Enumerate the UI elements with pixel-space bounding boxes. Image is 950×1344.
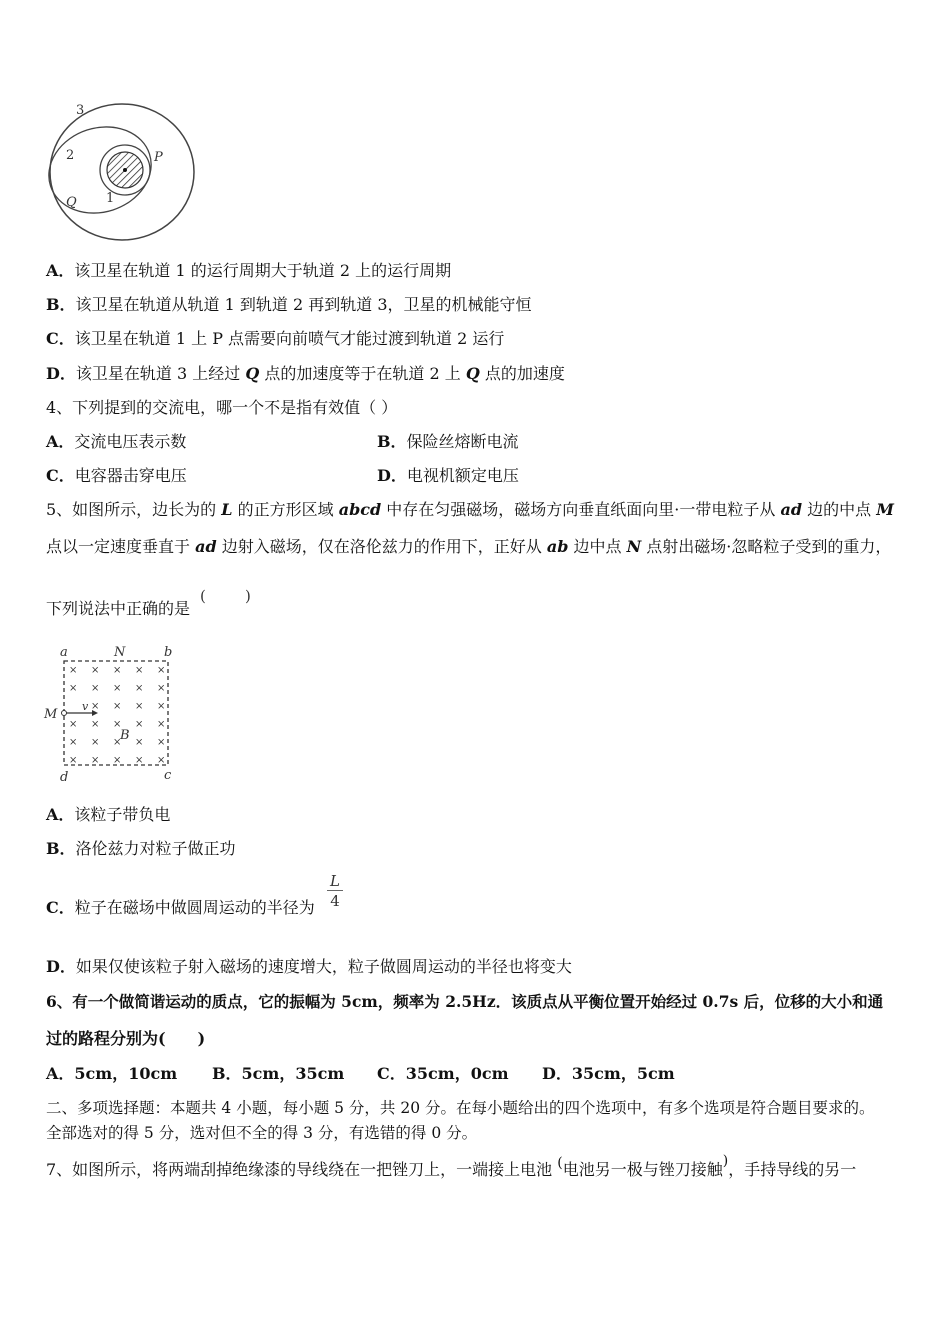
section2-heading-line1: 二、多项选择题：本题共 4 小题，每小题 5 分，共 20 分。在每小题给出的四个选项中，有多个选项是符合题目要求的。 bbox=[46, 1099, 875, 1117]
field-x-marker: × bbox=[135, 755, 144, 766]
q6-stem-line2: 过的路程分别为( ) bbox=[46, 1029, 206, 1048]
field-x-marker: × bbox=[91, 737, 100, 748]
q3-option-d: D．该卫星在轨道 3 上经过 Q 点的加速度等于在轨道 2 上 Q 点的加速度 bbox=[46, 364, 565, 383]
magnetic-field-figure bbox=[42, 643, 182, 789]
q4-stem: 4、下列提到的交流电，哪一个不是指有效值（ ） bbox=[46, 398, 398, 417]
label-v: v bbox=[82, 700, 89, 713]
field-x-marker: × bbox=[157, 737, 166, 748]
field-x-marker: × bbox=[157, 719, 166, 730]
field-x-marker: × bbox=[113, 755, 122, 766]
field-x-marker: × bbox=[91, 683, 100, 694]
q4-option-b: B．保险丝熔断电流 bbox=[377, 432, 519, 451]
fraction-numerator: L bbox=[330, 872, 340, 890]
q6-option-d: D．35cm，5cm bbox=[542, 1064, 675, 1083]
field-x-marker: × bbox=[91, 719, 100, 730]
label-1: 1 bbox=[106, 191, 115, 206]
q5-stem-line1: 5、如图所示，边长为的 L 的正方形区域 abcd 中存在匀强磁场，磁场方向垂直纸面向里·一带电粒子从 ad 边的中点 M bbox=[46, 500, 894, 519]
label-d: d bbox=[60, 770, 69, 785]
field-x-marker: × bbox=[113, 665, 122, 676]
q5-stem-line3: 下列说法中正确的是 bbox=[46, 599, 191, 618]
field-x-marker: × bbox=[113, 683, 122, 694]
field-x-marker: × bbox=[157, 755, 166, 766]
field-x-marker: × bbox=[69, 665, 78, 676]
field-x-marker: × bbox=[157, 683, 166, 694]
label-b: b bbox=[164, 645, 173, 660]
field-x-marker: × bbox=[135, 719, 144, 730]
q6-option-c: C．35cm，0cm bbox=[377, 1064, 509, 1083]
field-x-marker: × bbox=[69, 719, 78, 730]
field-x-marker: × bbox=[135, 683, 144, 694]
label-2: 2 bbox=[66, 148, 75, 163]
field-x-marker: × bbox=[113, 701, 122, 712]
q5-option-a: A．该粒子带负电 bbox=[46, 805, 171, 824]
label-3: 3 bbox=[76, 103, 85, 118]
fraction-denominator: 4 bbox=[330, 892, 340, 910]
q5-stem-line2: 点以一定速度垂直于 ad 边射入磁场，仅在洛伦兹力的作用下，正好从 ab 边中点 N 点射出磁场·忽略粒子受到的重力， bbox=[46, 537, 892, 556]
label-field-b: B bbox=[120, 728, 130, 743]
q4-option-a: A．交流电压表示数 bbox=[46, 432, 187, 451]
label-p: P bbox=[154, 150, 163, 165]
orbit-figure bbox=[46, 100, 198, 245]
field-markers bbox=[69, 665, 165, 766]
field-x-marker: × bbox=[157, 665, 166, 676]
q7-paren-open: ( bbox=[557, 1155, 563, 1171]
q5-option-c: C．粒子在磁场中做圆周运动的半径为 bbox=[46, 898, 315, 917]
q3-option-c: C．该卫星在轨道 1 上 P 点需要向前喷气才能过渡到轨道 2 运行 bbox=[46, 329, 505, 348]
field-x-marker: × bbox=[91, 755, 100, 766]
q3-option-a: A．该卫星在轨道 1 的运行周期大于轨道 2 上的运行周期 bbox=[46, 261, 452, 280]
field-x-marker: × bbox=[113, 737, 122, 748]
q4-option-c: C．电容器击穿电压 bbox=[46, 466, 187, 485]
field-x-marker: × bbox=[91, 665, 100, 676]
field-x-marker: × bbox=[157, 701, 166, 712]
q3-option-b: B．该卫星在轨道从轨道 1 到轨道 2 再到轨道 3，卫星的机械能守恒 bbox=[46, 295, 532, 314]
field-x-marker: × bbox=[113, 719, 122, 730]
orbit-2 bbox=[46, 114, 162, 226]
field-x-marker: × bbox=[135, 665, 144, 676]
radius-fraction bbox=[327, 872, 343, 911]
q5-option-d: D．如果仅使该粒子射入磁场的速度增大，粒子做圆周运动的半径也将变大 bbox=[46, 957, 572, 976]
q6-option-a: A．5cm，10cm bbox=[46, 1064, 178, 1083]
label-c: c bbox=[164, 768, 172, 783]
field-x-marker: × bbox=[135, 701, 144, 712]
q6-stem-line1: 6、有一个做简谐运动的质点，它的振幅为 5cm，频率为 2.5Hz．该质点从平衡位置开始经过 0.7s 后，位移的大小和通 bbox=[46, 992, 884, 1011]
q5-option-b: B．洛伦兹力对粒子做正功 bbox=[46, 839, 236, 858]
field-x-marker: × bbox=[69, 683, 78, 694]
field-x-marker: × bbox=[69, 755, 78, 766]
label-m: M bbox=[44, 707, 58, 722]
q4-option-d: D．电视机额定电压 bbox=[377, 466, 519, 485]
q5-paren-close: ) bbox=[245, 587, 251, 605]
section2-heading-line2: 全部选对的得 5 分，选对但不全的得 3 分，有选错的得 0 分。 bbox=[46, 1124, 478, 1142]
label-a: a bbox=[60, 645, 68, 660]
q6-option-b: B．5cm，35cm bbox=[212, 1064, 345, 1083]
q7-stem: 7、如图所示，将两端刮掉绝缘漆的导线绕在一把锉刀上，一端接上电池 (电池另一极与锉刀接触)，手持导线的另一 bbox=[46, 1153, 857, 1179]
label-n: N bbox=[114, 645, 126, 660]
field-x-marker: × bbox=[135, 737, 144, 748]
q7-paren-close: ) bbox=[722, 1153, 729, 1169]
field-x-marker: × bbox=[91, 701, 100, 712]
label-q: Q bbox=[66, 195, 77, 210]
field-x-marker: × bbox=[69, 737, 78, 748]
q5-paren-open: ( bbox=[200, 587, 206, 605]
